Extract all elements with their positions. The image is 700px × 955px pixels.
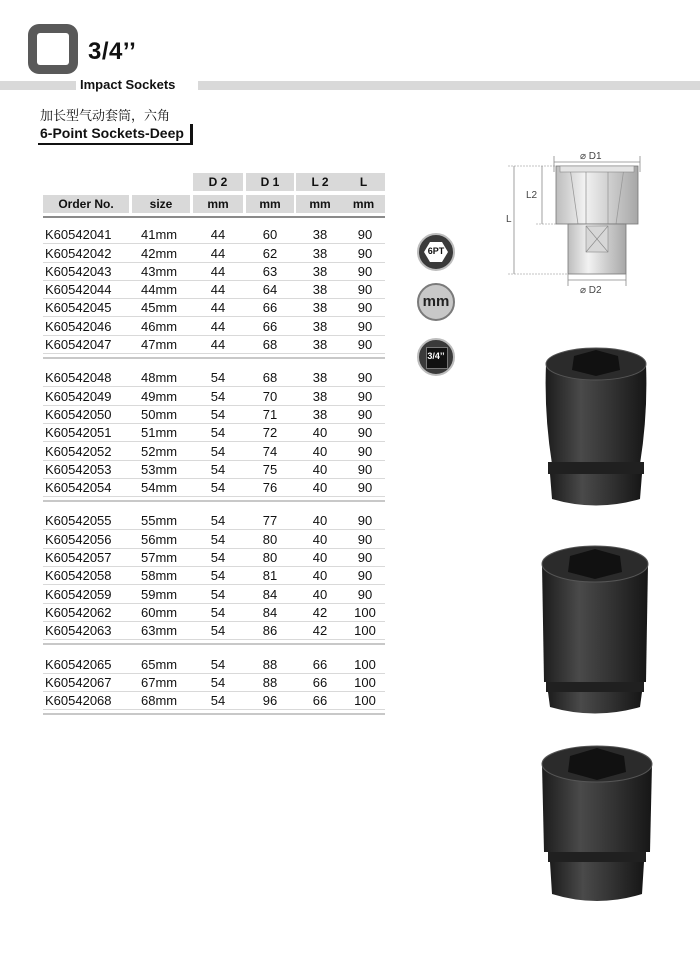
product-title-en: 6-Point Sockets-Deep	[38, 124, 193, 145]
diagram-l2-label: L2	[526, 190, 538, 201]
l-cell: 90	[357, 388, 373, 404]
l-cell: 100	[354, 604, 376, 620]
size-cell: 53mm	[141, 461, 178, 477]
l2-cell: 40	[312, 586, 328, 602]
d1-cell: 86	[262, 623, 278, 639]
d1-cell: 84	[262, 586, 278, 602]
size-cell: 43mm	[141, 263, 178, 279]
order-no-cell: K60542047	[45, 337, 112, 353]
table-row	[43, 604, 385, 622]
table-row	[43, 442, 385, 460]
header-bar-right	[198, 81, 700, 90]
d1-cell: 66	[262, 300, 278, 316]
d2-cell: 54	[210, 693, 226, 709]
l-cell: 90	[357, 337, 373, 353]
d2-cell: 54	[210, 461, 226, 477]
order-no-cell: K60542043	[45, 263, 112, 279]
d2-cell: 44	[210, 227, 226, 243]
l2-cell: 40	[312, 531, 328, 547]
table-row	[43, 479, 385, 497]
d2-cell: 54	[210, 480, 226, 496]
size-cell: 51mm	[141, 425, 178, 441]
l2-cell: 66	[312, 693, 328, 709]
header-l: L	[342, 173, 385, 191]
l-cell: 90	[357, 568, 373, 584]
l2-cell: 38	[312, 282, 328, 298]
order-no-cell: K60542055	[45, 513, 112, 529]
size-cell: 50mm	[141, 406, 178, 422]
l-cell: 90	[357, 513, 373, 529]
l2-cell: 40	[312, 425, 328, 441]
diagram-d2-label: ⌀ D2	[580, 285, 602, 296]
header-rule	[43, 216, 385, 218]
header-d2: D 2	[193, 173, 243, 191]
l-cell: 90	[357, 370, 373, 386]
size-cell: 54mm	[141, 480, 178, 496]
header-d2-unit: mm	[193, 195, 243, 213]
size-cell: 65mm	[141, 656, 178, 672]
d2-cell: 54	[210, 586, 226, 602]
l-cell: 90	[357, 586, 373, 602]
d2-cell: 44	[210, 300, 226, 316]
d2-cell: 54	[210, 674, 226, 690]
table-row	[43, 530, 385, 548]
order-no-cell: K60542054	[45, 480, 112, 496]
d2-cell: 44	[210, 318, 226, 334]
table-header-top	[43, 173, 385, 193]
size-cell: 52mm	[141, 443, 178, 459]
drive-size-logo	[28, 24, 78, 74]
d1-cell: 62	[262, 245, 278, 261]
l2-cell: 66	[312, 674, 328, 690]
order-no-cell: K60542059	[45, 586, 112, 602]
d1-cell: 88	[262, 674, 278, 690]
order-no-cell: K60542048	[45, 370, 112, 386]
order-no-cell: K60542045	[45, 300, 112, 316]
table-row	[43, 567, 385, 585]
table-group	[43, 369, 385, 502]
order-no-cell: K60542044	[45, 282, 112, 298]
table-row	[43, 263, 385, 281]
l-cell: 90	[357, 245, 373, 261]
l-cell: 90	[357, 282, 373, 298]
table-row	[43, 424, 385, 442]
l2-cell: 38	[312, 388, 328, 404]
l-cell: 90	[357, 425, 373, 441]
hexagon-icon	[417, 233, 455, 271]
badge-mm-label: mm	[422, 293, 450, 310]
header-d1-unit: mm	[246, 195, 294, 213]
square-drive-icon	[37, 33, 69, 65]
l2-cell: 66	[312, 656, 328, 672]
order-no-cell: K60542049	[45, 388, 112, 404]
d2-cell: 54	[210, 604, 226, 620]
product-title-cn: 加长型气动套筒，六角	[40, 109, 171, 124]
category-title: Impact Sockets	[80, 77, 176, 92]
table-row	[43, 317, 385, 335]
d2-cell: 54	[210, 550, 226, 566]
table-row	[43, 369, 385, 387]
d1-cell: 72	[262, 425, 278, 441]
table-row	[43, 281, 385, 299]
l2-cell: 38	[312, 370, 328, 386]
size-cell: 44mm	[141, 282, 178, 298]
d2-cell: 54	[210, 513, 226, 529]
size-cell: 48mm	[141, 370, 178, 386]
order-no-cell: K60542051	[45, 425, 112, 441]
d1-cell: 76	[262, 480, 278, 496]
order-no-cell: K60542052	[45, 443, 112, 459]
header-bar-left	[0, 81, 76, 90]
size-cell: 56mm	[141, 531, 178, 547]
d1-cell: 68	[262, 337, 278, 353]
size-cell: 63mm	[141, 623, 178, 639]
table-row	[43, 299, 385, 317]
d2-cell: 44	[210, 263, 226, 279]
l-cell: 90	[357, 461, 373, 477]
table-row	[43, 585, 385, 603]
l-cell: 90	[357, 318, 373, 334]
socket-image-2	[536, 542, 654, 717]
socket-image-1	[540, 344, 652, 509]
d2-cell: 54	[210, 531, 226, 547]
table-row	[43, 692, 385, 710]
size-cell: 55mm	[141, 513, 178, 529]
order-no-cell: K60542067	[45, 674, 112, 690]
size-cell: 57mm	[141, 550, 178, 566]
l2-cell: 38	[312, 318, 328, 334]
table-group	[43, 226, 385, 359]
d1-cell: 81	[262, 568, 278, 584]
table-row	[43, 622, 385, 640]
d1-cell: 63	[262, 263, 278, 279]
table-row	[43, 674, 385, 692]
d2-cell: 44	[210, 337, 226, 353]
l2-cell: 38	[312, 337, 328, 353]
order-no-cell: K60542056	[45, 531, 112, 547]
l-cell: 90	[357, 300, 373, 316]
d1-cell: 96	[262, 693, 278, 709]
table-row	[43, 406, 385, 424]
size-cell: 46mm	[141, 318, 178, 334]
l2-cell: 42	[312, 604, 328, 620]
mm-unit-icon	[417, 283, 455, 321]
d2-cell: 54	[210, 406, 226, 422]
l-cell: 100	[354, 674, 376, 690]
d1-cell: 80	[262, 531, 278, 547]
l-cell: 90	[357, 227, 373, 243]
l-cell: 100	[354, 693, 376, 709]
spec-table	[43, 173, 385, 725]
order-no-cell: K60542065	[45, 656, 112, 672]
d1-cell: 74	[262, 443, 278, 459]
size-cell: 58mm	[141, 568, 178, 584]
table-row	[43, 226, 385, 244]
square-drive-icon	[417, 338, 455, 376]
header-l2-unit: mm	[296, 195, 344, 213]
l2-cell: 40	[312, 461, 328, 477]
diagram-d1-label: ⌀ D1	[580, 151, 602, 162]
d1-cell: 64	[262, 282, 278, 298]
socket-image-3	[538, 742, 656, 907]
d1-cell: 71	[262, 406, 278, 422]
table-row	[43, 655, 385, 673]
d2-cell: 44	[210, 282, 226, 298]
l2-cell: 38	[312, 406, 328, 422]
d2-cell: 54	[210, 623, 226, 639]
order-no-cell: K60542068	[45, 693, 112, 709]
diagram-l-label: L	[506, 214, 512, 225]
l-cell: 90	[357, 263, 373, 279]
header-size: size	[132, 195, 190, 213]
size-cell: 49mm	[141, 388, 178, 404]
d1-cell: 68	[262, 370, 278, 386]
l2-cell: 38	[312, 245, 328, 261]
order-no-cell: K60542053	[45, 461, 112, 477]
table-row	[43, 387, 385, 405]
size-cell: 60mm	[141, 604, 178, 620]
d2-cell: 54	[210, 388, 226, 404]
d1-cell: 88	[262, 656, 278, 672]
d1-cell: 84	[262, 604, 278, 620]
d2-cell: 54	[210, 656, 226, 672]
table-row	[43, 512, 385, 530]
l-cell: 90	[357, 531, 373, 547]
d2-cell: 54	[210, 443, 226, 459]
size-cell: 47mm	[141, 337, 178, 353]
l2-cell: 38	[312, 227, 328, 243]
size-cell: 42mm	[141, 245, 178, 261]
size-cell: 45mm	[141, 300, 178, 316]
header-order-no: Order No.	[43, 195, 129, 213]
l2-cell: 40	[312, 443, 328, 459]
table-header-bottom	[43, 195, 385, 215]
l2-cell: 40	[312, 550, 328, 566]
order-no-cell: K60542046	[45, 318, 112, 334]
table-body	[43, 226, 385, 715]
l-cell: 90	[357, 443, 373, 459]
d2-cell: 44	[210, 245, 226, 261]
size-cell: 67mm	[141, 674, 178, 690]
table-row	[43, 461, 385, 479]
table-row	[43, 244, 385, 262]
d2-cell: 54	[210, 568, 226, 584]
l-cell: 90	[357, 406, 373, 422]
order-no-cell: K60542057	[45, 550, 112, 566]
l2-cell: 40	[312, 480, 328, 496]
l2-cell: 42	[312, 623, 328, 639]
header-l-unit: mm	[342, 195, 385, 213]
d1-cell: 60	[262, 227, 278, 243]
l-cell: 100	[354, 623, 376, 639]
d1-cell: 75	[262, 461, 278, 477]
l2-cell: 38	[312, 300, 328, 316]
table-row	[43, 336, 385, 354]
d1-cell: 70	[262, 388, 278, 404]
order-no-cell: K60542050	[45, 406, 112, 422]
order-no-cell: K60542063	[45, 623, 112, 639]
l2-cell: 40	[312, 568, 328, 584]
badge-drive-label: 3/4’’	[427, 351, 445, 361]
header-l2: L 2	[296, 173, 344, 191]
d1-cell: 66	[262, 318, 278, 334]
header-d1: D 1	[246, 173, 294, 191]
size-cell: 41mm	[141, 227, 178, 243]
size-cell: 59mm	[141, 586, 178, 602]
badge-6pt-label: 6PT	[427, 246, 445, 256]
drive-size-title: 3/4’’	[88, 38, 137, 65]
d2-cell: 54	[210, 425, 226, 441]
l2-cell: 40	[312, 513, 328, 529]
size-cell: 68mm	[141, 693, 178, 709]
l-cell: 90	[357, 480, 373, 496]
l2-cell: 38	[312, 263, 328, 279]
order-no-cell: K60542042	[45, 245, 112, 261]
socket-dimension-diagram	[500, 146, 650, 298]
table-group	[43, 655, 385, 715]
d2-cell: 54	[210, 370, 226, 386]
table-row	[43, 549, 385, 567]
order-no-cell: K60542058	[45, 568, 112, 584]
table-group	[43, 512, 385, 645]
d1-cell: 77	[262, 513, 278, 529]
d1-cell: 80	[262, 550, 278, 566]
order-no-cell: K60542041	[45, 227, 112, 243]
l-cell: 100	[354, 656, 376, 672]
l-cell: 90	[357, 550, 373, 566]
order-no-cell: K60542062	[45, 604, 112, 620]
